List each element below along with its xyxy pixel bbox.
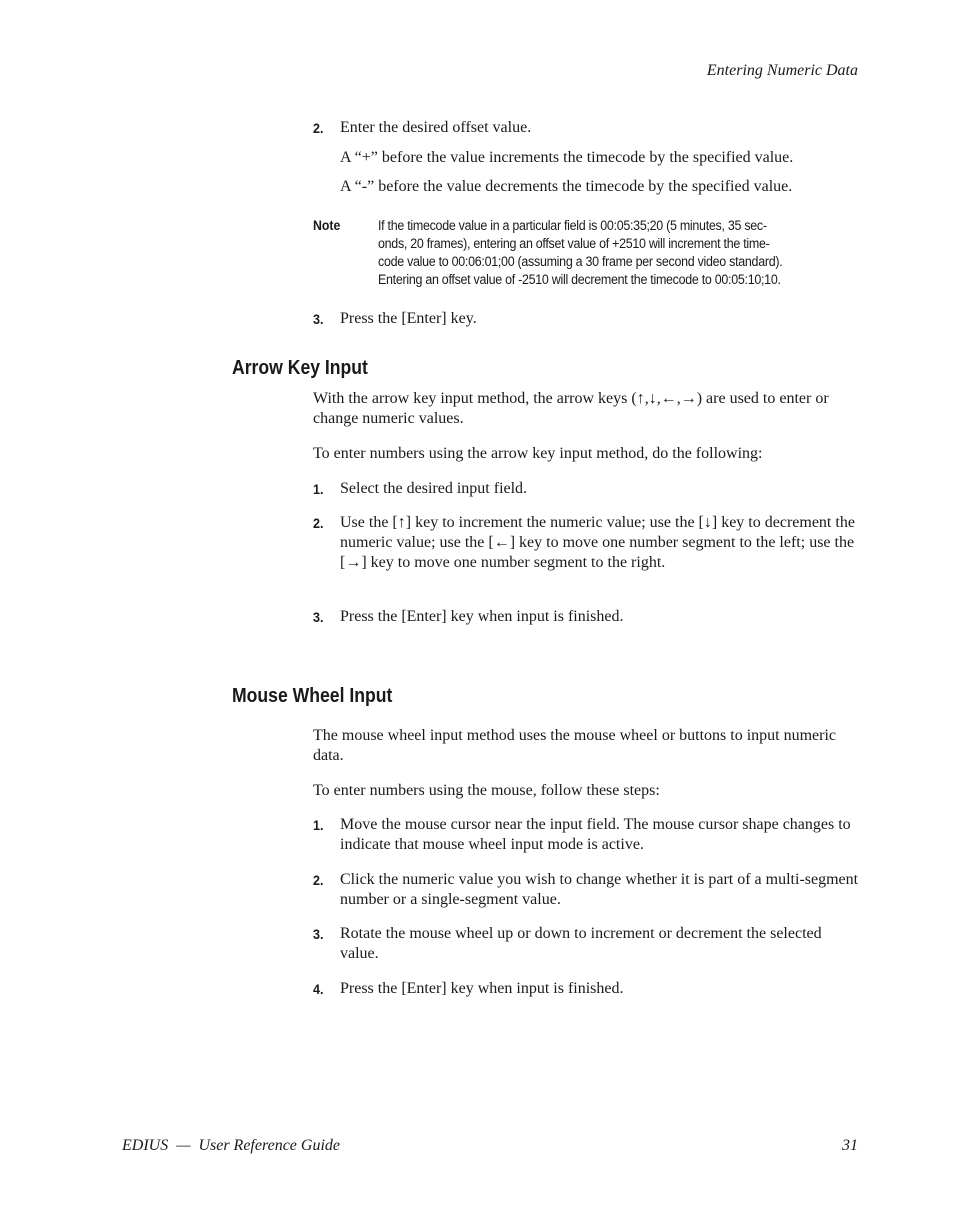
step-text: Select the desired input field. — [340, 480, 528, 497]
step-number: 1. — [313, 817, 324, 833]
step-number: 4. — [313, 981, 324, 997]
step-number: 3. — [313, 926, 324, 942]
arrow-lead: To enter numbers using the arrow key input method, do the following: — [313, 445, 763, 462]
list-item — [313, 479, 863, 499]
note-line: If the timecode value in a particular field is 00:05:35;20 (5 minutes, 35 sec- — [378, 218, 767, 233]
step-number: 3. — [313, 609, 324, 625]
step-text: Enter the desired offset value. — [340, 119, 532, 136]
list-item — [313, 607, 863, 627]
step-text: Press the [Enter] key when input is finished. — [340, 980, 624, 997]
section-heading-arrow-key-input: Arrow Key Input — [232, 357, 368, 379]
minus-explanation: A “-” before the value decrements the timecode by the specified value. — [340, 178, 793, 195]
plus-explanation: A “+” before the value increments the timecode by the specified value. — [340, 149, 794, 166]
list-item — [313, 513, 863, 573]
footer-title: EDIUS — User Reference Guide — [122, 1137, 341, 1154]
note-line: onds, 20 frames), entering an offset value of +2510 will increment the time- — [378, 236, 770, 251]
step-text: Move the mouse cursor near the input field. The mouse cursor shape changes to indicate that mouse wheel input mode is active. — [340, 816, 851, 853]
arrow-intro: With the arrow key input method, the arrow keys (↑,↓,←,→) are used to enter or change numeric values. — [313, 390, 829, 427]
step-text: Click the numeric value you wish to change whether it is part of a multi-segment number or a single-segment value. — [340, 871, 859, 908]
step-text: Rotate the mouse wheel up or down to increment or decrement the selected value. — [340, 925, 822, 962]
running-head: Entering Numeric Data — [706, 62, 858, 79]
step-number: 3. — [313, 311, 324, 327]
list-item — [313, 309, 863, 329]
mouse-lead: To enter numbers using the mouse, follow these steps: — [313, 782, 660, 799]
step-text: Use the [↑] key to increment the numeric value; use the [↓] key to decrement the numeric value; use the [←] key to move one number segment to the left; use the [→] key to move one number segment to the right. — [340, 514, 855, 571]
step-text: Press the [Enter] key. — [340, 310, 477, 327]
list-item — [313, 924, 863, 964]
note-label: Note — [313, 217, 341, 233]
list-item — [313, 815, 863, 855]
note-line: code value to 00:06:01;00 (assuming a 30 frame per second video standard). — [378, 254, 783, 269]
section-heading-mouse-wheel-input: Mouse Wheel Input — [232, 685, 393, 707]
page-number: 31 — [842, 1137, 858, 1154]
list-item — [313, 979, 863, 999]
step-text: Press the [Enter] key when input is finished. — [340, 608, 624, 625]
note-line: Entering an offset value of -2510 will decrement the timecode to 00:05:10;10. — [378, 272, 781, 287]
step-number: 2. — [313, 515, 324, 531]
step-number: 2. — [313, 872, 324, 888]
step-number: 2. — [313, 120, 324, 136]
step-number: 1. — [313, 481, 324, 497]
list-item — [313, 118, 863, 138]
list-item — [313, 870, 863, 910]
note-text — [378, 217, 848, 289]
mouse-intro: The mouse wheel input method uses the mouse wheel or buttons to input numeric data. — [313, 727, 837, 764]
